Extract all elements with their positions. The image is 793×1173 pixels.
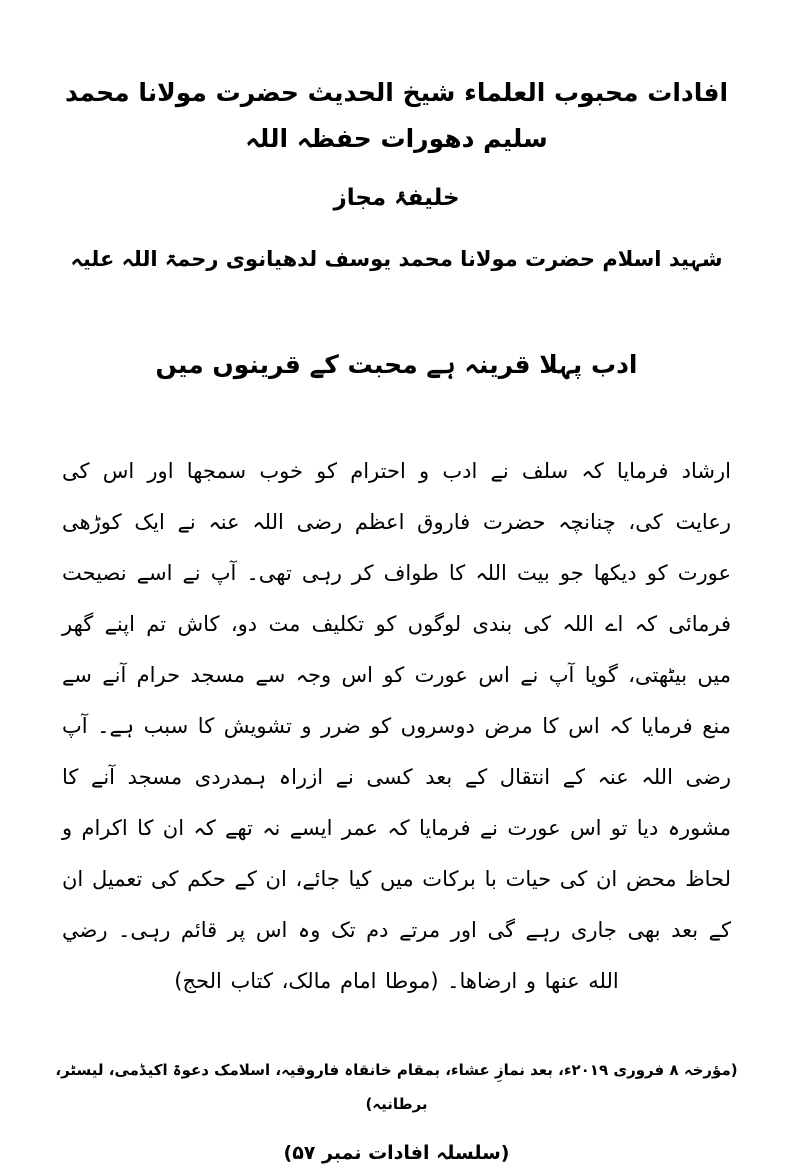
footer-date-venue: (مؤرخہ ۸ فروری ۲۰۱۹ء، بعد نمازِ عشاء، بمقام خانقاہ فاروقیہ، اسلامک دعوۃ اکیڈمی، لیسٹر، برطانیہ) <box>55 1061 738 1113</box>
body-block <box>48 446 745 1007</box>
document-footer <box>48 1053 745 1173</box>
document-header <box>48 70 745 280</box>
title-block <box>48 342 745 388</box>
header-line-scholar-name: افادات محبوب العلماء شیخ الحدیث حضرت مولانا محمد سلیم دھورات حفظہ اللہ <box>64 78 729 153</box>
header-line-shaheed-islam: شہید اسلام حضرت مولانا محمد یوسف لدھیانوی رحمۃ اللہ علیہ <box>70 247 723 271</box>
footer-series-number: (سلسلہ افادات نمبر ۵۷) <box>283 1142 510 1164</box>
page-title: ادب پہلا قرینہ ہے محبت کے قرینوں میں <box>155 350 638 379</box>
header-line-khalifa: خلیفۂ مجاز <box>333 185 460 211</box>
body-paragraph: ارشاد فرمایا کہ سلف نے ادب و احترام کو خوب سمجھا اور اس کی رعایت کی، چنانچہ حضرت فاروق اعظم رضی اللہ عنہ نے ایک کوڑھی عورت کو دیکھا جو بیت اللہ کا طواف کر رہی تھی۔ آپ نے اسے نصیحت فرمائی کہ اے اللہ کی بندی لوگوں کو تکلیف مت دو، کاش تم اپنے گھر میں بیٹھتی، گویا آپ نے اس عورت کو اس وجہ سے مسجد حرام آنے سے منع فرمایا کہ اس کا مرض دوسروں کو ضرر و تشویش کا سبب ہے۔ آپ رضی اللہ عنہ کے انتقال کے بعد کسی نے ازراہ ہمدردی مسجد آنے کا مشورہ دیا تو اس عورت نے فرمایا کہ عمر ایسے نہ تھے کہ ان کا اکرام و لحاظ محض ان کی حیات با برکات میں کیا جائے، ان کے حکم کی تعمیل ان کے بعد بھی جاری رہے گی اور مرتے دم تک وہ اس پر قائم رہی۔ رضي الله عنها و ارضاها۔ (موطا امام مالک، کتاب الحج) <box>62 459 731 993</box>
